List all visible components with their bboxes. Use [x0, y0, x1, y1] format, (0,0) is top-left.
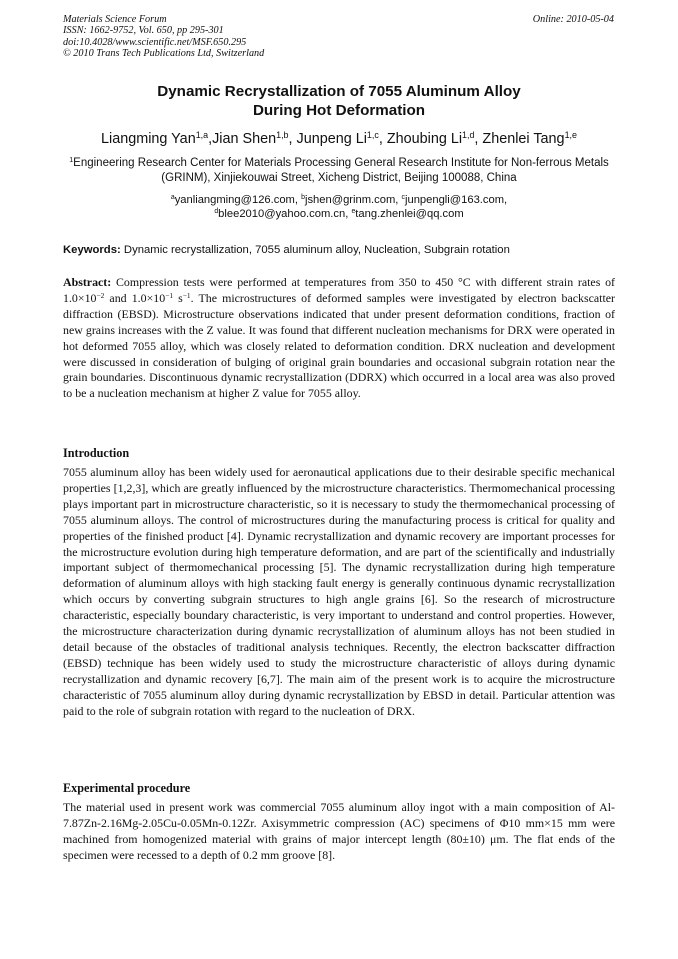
author-name: Junpeng Li [296, 131, 367, 147]
author-name: Jian Shen [212, 131, 277, 147]
online-date: Online: 2010-05-04 [532, 14, 614, 25]
email-sup: d [214, 208, 219, 216]
affiliation-text: Engineering Research Center for Materials Processing General Research Institute for Non-ferrous Metals (GRINM), Xinjiekouwai Street, Xicheng District, Beijing 100088, China [73, 157, 609, 184]
email-sep: , [345, 208, 352, 220]
title-line-2: During Hot Deformation [252, 102, 426, 119]
affiliation-sup: 1 [69, 156, 74, 165]
email-address[interactable]: junpengli@163.com [404, 194, 505, 206]
issn: ISSN: 1662-9752, Vol. 650, pp 295-301 [63, 25, 224, 37]
abstract-part-3: s [173, 290, 183, 305]
affiliation [63, 156, 615, 186]
abstract-exp-2: −1 [165, 290, 174, 300]
email-list [63, 193, 615, 221]
author-sup: 1,d [462, 130, 475, 141]
experimental-heading: Experimental procedure [63, 781, 191, 795]
author-sup: 1,b [276, 130, 289, 141]
email-address[interactable]: tang.zhenlei@qq.com [355, 208, 464, 220]
author-sep: , [474, 131, 483, 147]
email-sep: , [504, 194, 508, 206]
author-name: Liangming Yan [101, 131, 196, 147]
abstract-part-1: Compression tests were performed at temperatures from 350 to 450 °C with different strain rates of 1.0×10 [63, 275, 615, 305]
abstract-exp-3: −1 [182, 290, 191, 300]
author-sup: 1,a [195, 130, 209, 141]
author-sep: , [208, 131, 213, 147]
email-sep: , [294, 194, 302, 206]
abstract-label: Abstract: [63, 275, 112, 289]
author-sep: , [288, 131, 297, 147]
email-sup: c [401, 194, 405, 202]
keywords-text: Dynamic recrystallization, 7055 aluminum alloy, Nucleation, Subgrain rotation [123, 244, 510, 256]
author-name: Zhoubing Li [386, 131, 463, 147]
introduction-text: 7055 aluminum alloy has been widely used for aeronautical applications due to their desirable specific mechanical properties [1,2,3], which are greatly influenced by the microstructure characteristics. Thermomechanical processing plays important part in microstructure characteristic, so it is necessary to study the thermomechanical processing of 7055 aluminum alloys. The control of microstructures during the manufacturing process is critical for quality and properties of the finished product [4]. Dynamic recrystallization and dynamic recovery are important processes for the microstructure evolution during high temperature deformation, and are part of the scientifically and industrially important subject of thermomechanical processing [5]. The dynamic recrystallization during high temperature deformation of aluminum alloys with high stacking fault energy is generally continuous dynamic recrystallization which occurs by converting subgrain structures to high angle grains [6]. So the research of microstructure characteristic, especially boundary characteristic, is very important to understand and control properties. However, the microstructure characterization during dynamic recrystallization of aluminum alloys has not been studied in detail because of the obstacles of traditional analysis techniques. Recently, the electron backscatter diffraction (EBSD) technique has been widely used to study the microstructure characteristic of alloys during dynamic recrystallization and dynamic recovery [6,7]. The main aim of the present work is to acquire the microstructure characteristic of 7055 aluminum alloy during dynamic recrystallization by EBSD in detail. Particular attention was paid to the role of subgrain rotation with regard to the nucleation of DRX. [63, 465, 615, 718]
author-name: Zhenlei Tang [482, 131, 565, 147]
abstract-part-4: . The microstructures of deformed samples were investigated by electron backscatter diffraction (EBSD). Microstructure observations indicated that under present deformation conditions, fraction of new grains increases with the Z value. It was found that different nucleation mechanisms for DRX were operated in hot deformed 7055 alloy, which was closely related to deformation condition. DRX nucleation and development were discussed in consideration of bulging of original grain boundaries and occasional subgrain rotation near the grain boundaries. Discontinuous dynamic recrystallization (DDRX) which occurred in a local area was also proved to be a nucleation mechanism at higher Z value for 7055 alloy. [63, 290, 615, 401]
keywords [63, 243, 615, 257]
title-line-1: Dynamic Recrystallization of 7055 Aluminum Alloy [157, 83, 521, 100]
paper-title [63, 82, 615, 120]
author-sup: 1,c [366, 130, 379, 141]
email-sup: e [351, 208, 356, 216]
introduction-heading: Introduction [63, 446, 130, 460]
author-sup: 1,e [564, 130, 577, 141]
email-sup: a [170, 194, 175, 202]
abstract-part-2: and 1.0×10 [104, 290, 166, 305]
copyright: © 2010 Trans Tech Publications Ltd, Switzerland [63, 48, 265, 60]
doi[interactable]: doi:10.4028/www.scientific.net/MSF.650.295 [63, 36, 247, 48]
journal-header [63, 14, 264, 60]
author-list [40, 130, 638, 148]
keywords-label: Keywords: [63, 244, 121, 256]
journal-name: Materials Science Forum [63, 14, 167, 25]
email-address[interactable]: blee2010@yahoo.com.cn [218, 208, 346, 220]
experimental-text: The material used in present work was commercial 7055 aluminum alloy ingot with a main composition of Al-7.87Zn-2.16Mg-2.05Cu-0.05Mn-0.12Zr. Axisymmetric compression (AC) specimens of Φ10 mm×15 mm were machined from homogenized material with grains of major intercept length (80±10) μm. The flat ends of the specimen were recessed to a depth of 0.2 mm groove [8]. [63, 800, 615, 862]
email-address[interactable]: yanliangming@126.com [174, 194, 295, 206]
email-sep: , [395, 194, 402, 206]
email-address[interactable]: jshen@grinm.com [304, 194, 396, 206]
abstract-exp-1: −2 [96, 290, 105, 300]
email-sup: b [301, 194, 305, 202]
author-sep: , [378, 131, 387, 147]
abstract [63, 275, 615, 402]
